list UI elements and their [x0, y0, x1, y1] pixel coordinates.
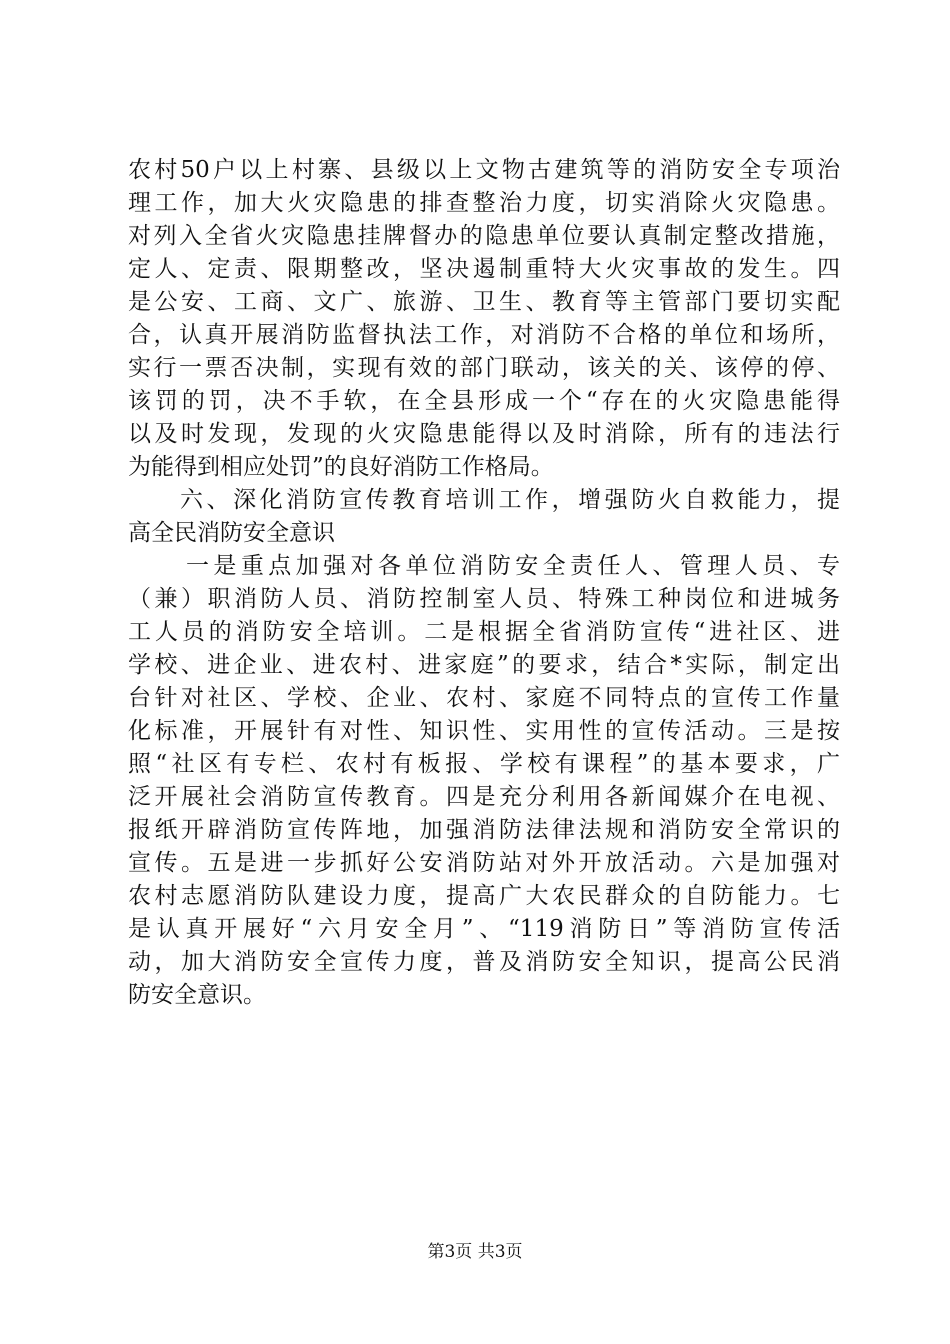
text-line: 动，加大消防安全宣传力度，普及消防安全知识，提高公民消	[128, 949, 840, 975]
text-line: 农村志愿消防队建设力度，提高广大农民群众的自防能力。七	[128, 883, 840, 909]
paragraph-fire-education	[128, 550, 840, 1012]
text-line: 防安全意识。	[128, 982, 266, 1008]
text-line: 学校、进企业、进农村、进家庭”的要求，结合*实际，制定出	[128, 652, 840, 678]
text-line: 定人、定责、限期整改，坚决遏制重特大火灾事故的发生。四	[128, 256, 840, 282]
heading-line: 高全民消防安全意识	[128, 520, 335, 546]
text-line: 台针对社区、学校、企业、农村、家庭不同特点的宣传工作量	[128, 685, 840, 711]
text-line: 实行一票否决制，实现有效的部门联动，该关的关、该停的停、	[128, 355, 840, 381]
text-line: 化标准，开展针有对性、知识性、实用性的宣传活动。三是按	[128, 718, 840, 744]
text-line: 报纸开辟消防宣传阵地，加强消防法律法规和消防安全常识的	[128, 817, 840, 843]
text-line: 是公安、工商、文广、旅游、卫生、教育等主管部门要切实配	[128, 289, 840, 315]
text-line: 合，认真开展消防监督执法工作，对消防不合格的单位和场所，	[128, 322, 840, 348]
text-line: 以及时发现，发现的火灾隐患能得以及时消除，所有的违法行	[128, 421, 840, 447]
text-line: 一是重点加强对各单位消防安全责任人、管理人员、专	[186, 553, 840, 579]
text-line: 泛开展社会消防宣传教育。四是充分利用各新闻媒介在电视、	[128, 784, 840, 810]
page-number-footer: 第3页 共3页	[427, 1242, 523, 1262]
paragraph-fire-hazard-rectification	[128, 154, 840, 484]
text-line: 宣传。五是进一步抓好公安消防站对外开放活动。六是加强对	[128, 850, 840, 876]
text-line: 为能得到相应处罚”的良好消防工作格局。	[128, 454, 554, 480]
text-line: 工人员的消防安全培训。二是根据全省消防宣传“进社区、进	[128, 619, 840, 645]
text-line: （兼）职消防人员、消防控制室人员、特殊工种岗位和进城务	[128, 586, 840, 612]
text-line: 理工作，加大火灾隐患的排查整治力度，切实消除火灾隐患。	[128, 190, 840, 216]
text-line: 该罚的罚，决不手软，在全县形成一个“存在的火灾隐患能得	[128, 388, 840, 414]
heading-line: 六、深化消防宣传教育培训工作，增强防火自救能力，提	[180, 487, 840, 513]
section-heading-six	[128, 484, 840, 550]
text-line: 是认真开展好“六月安全月”、“119消防日”等消防宣传活	[128, 916, 840, 942]
text-line: 农村50户以上村寨、县级以上文物古建筑等的消防安全专项治	[128, 157, 840, 183]
body-text	[128, 154, 840, 1012]
text-line: 照“社区有专栏、农村有板报、学校有课程”的基本要求，广	[128, 751, 840, 777]
text-line: 对列入全省火灾隐患挂牌督办的隐患单位要认真制定整改措施，	[128, 223, 840, 249]
